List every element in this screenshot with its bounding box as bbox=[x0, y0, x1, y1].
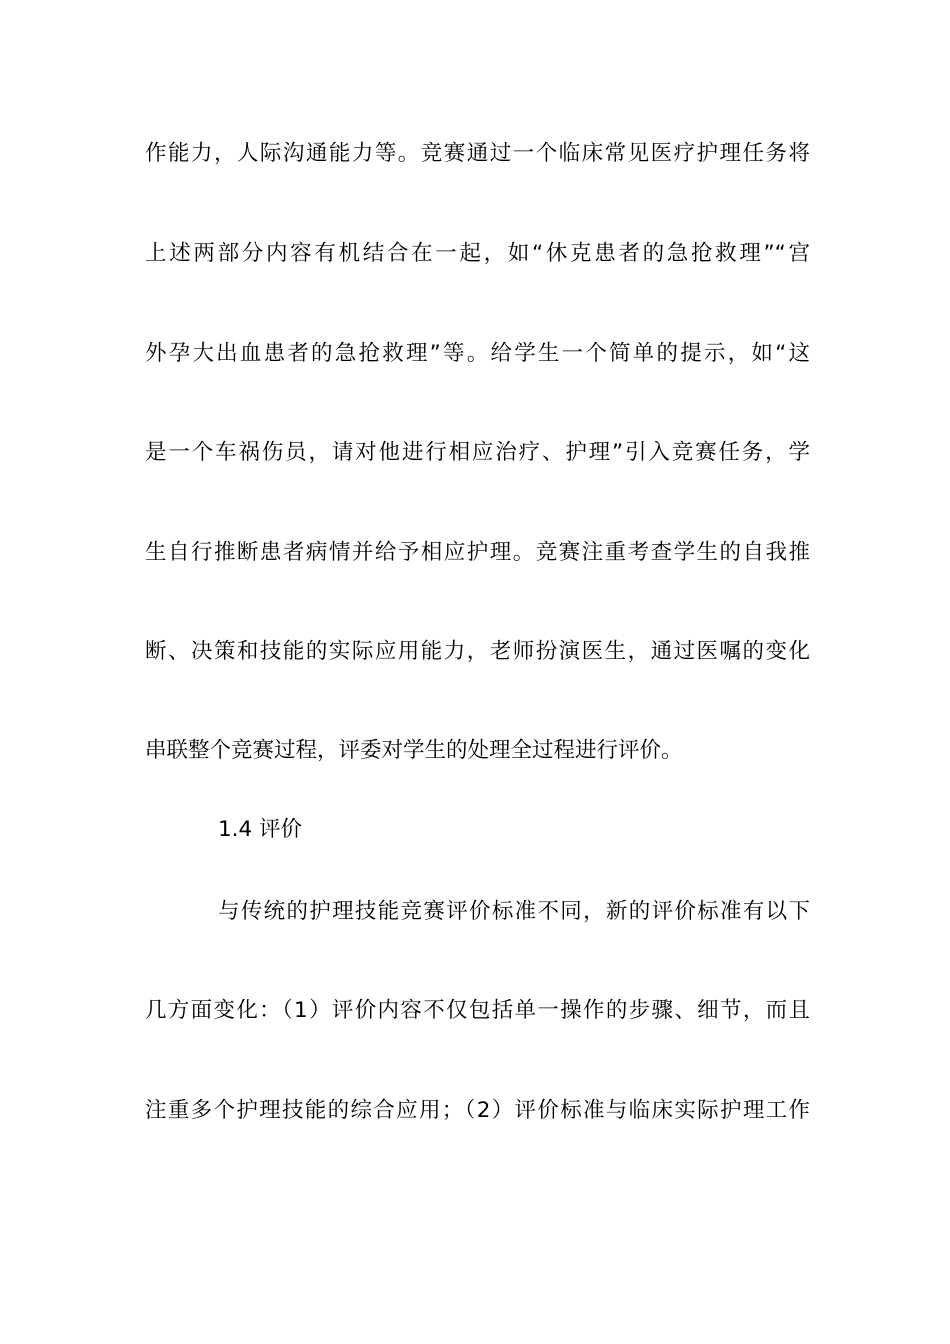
paragraph-line: 串联整个竞赛过程，评委对学生的处理全过程进行评价。 bbox=[145, 738, 683, 763]
paragraph-line: 断、决策和技能的实际应用能力，老师扮演医生，通过医嘱的变化 bbox=[145, 639, 810, 664]
paragraph-line: 是一个车祸伤员，请对他进行相应治疗、护理”引入竞赛任务，学 bbox=[145, 440, 810, 465]
paragraph-line: 几方面变化：（1）评价内容不仅包括单一操作的步骤、细节，而且 bbox=[145, 998, 810, 1023]
paragraph-line: 生自行推断患者病情并给予相应护理。竞赛注重考查学生的自我推 bbox=[145, 540, 810, 565]
paragraph-line: 外孕大出血患者的急抢救理”等。给学生一个简单的提示，如“这 bbox=[145, 341, 810, 366]
paragraph-line: 与传统的护理技能竞赛评价标准不同，新的评价标准有以下 bbox=[218, 899, 810, 924]
paragraph-line: 作能力，人际沟通能力等。竞赛通过一个临床常见医疗护理任务将 bbox=[145, 141, 810, 166]
section-heading: 1.4 评价 bbox=[218, 817, 303, 842]
paragraph-line: 上述两部分内容有机结合在一起，如“休克患者的急抢救理”“宫 bbox=[145, 241, 810, 266]
paragraph-line: 注重多个护理技能的综合应用；（2）评价标准与临床实际护理工作 bbox=[145, 1098, 810, 1123]
